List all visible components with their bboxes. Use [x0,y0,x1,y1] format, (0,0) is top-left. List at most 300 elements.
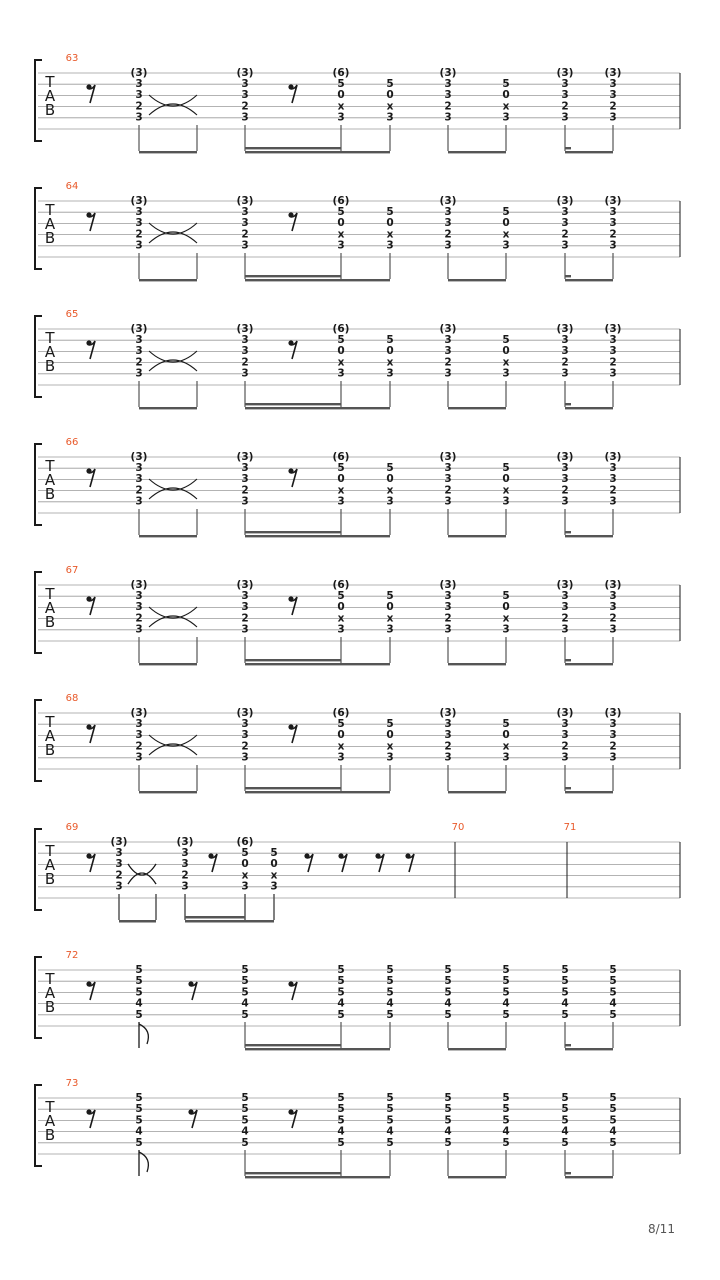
fret-number: 3 [561,239,569,252]
fret-number: 5 [386,334,394,346]
fret-number: x [386,484,394,497]
eighth-rest-icon [86,468,95,487]
fret-number: (3) [604,195,622,207]
fret-number: 5 [444,986,452,999]
fret-number: 3 [241,751,249,764]
fret-number: 4 [444,1125,452,1138]
fret-number: 5 [444,1136,452,1149]
eighth-rest-icon [288,212,297,231]
fret-number: 3 [337,495,345,508]
fret-number: 3 [135,206,143,218]
fret-number: 4 [502,997,510,1010]
tab-clef-letter: A [44,343,56,361]
beam-secondary [245,147,341,149]
beam-secondary [245,531,341,533]
tab-clef-letter: A [44,984,56,1002]
fret-number: 5 [337,1114,345,1127]
beam-partial [565,787,571,789]
fret-number: 3 [386,495,394,508]
fret-number: 3 [444,462,452,474]
fret-number: 3 [609,718,617,730]
fret-number: 3 [135,751,143,764]
beam [245,791,390,793]
eighth-rest-icon [288,596,297,615]
beam [565,407,613,409]
fret-number: 3 [444,590,452,602]
fret-number: 5 [609,986,617,999]
fret-number: 3 [241,78,249,90]
fret-number: 0 [386,601,394,614]
fret-number: 0 [502,89,510,102]
fret-number: 5 [337,1092,345,1104]
fret-number: 5 [502,1008,510,1021]
beam-secondary [245,659,341,661]
fret-number: 5 [444,1114,452,1127]
fret-number: 3 [135,729,143,742]
fret-number: 3 [115,880,123,893]
fret-number: 3 [444,334,452,346]
fret-number: 3 [386,623,394,636]
eighth-rest-icon [86,724,95,743]
fret-number: 5 [337,718,345,730]
fret-number: 3 [241,880,249,893]
fret-number: (3) [439,579,457,591]
fret-number: 5 [444,1092,452,1104]
beam [139,791,197,793]
fret-number: (3) [439,323,457,335]
fret-number: 5 [337,206,345,218]
fret-number: 3 [337,751,345,764]
fret-number: (3) [439,451,457,463]
measure-number: 72 [65,950,79,961]
fret-number: 3 [241,367,249,380]
beam [245,151,390,153]
fret-number: 0 [386,473,394,486]
fret-number: 3 [241,217,249,230]
fret-number: 3 [241,462,249,474]
fret-number: (6) [332,451,350,463]
fret-number: 3 [609,345,617,358]
fret-number: 3 [561,334,569,346]
beam [245,535,390,537]
fret-number: 5 [241,1136,249,1149]
beam [245,663,390,665]
fret-number: 0 [502,601,510,614]
fret-number: 3 [561,345,569,358]
beam [139,279,197,281]
beam [448,1176,506,1178]
eighth-rest-icon [375,853,384,872]
beam-secondary [245,787,341,789]
eighth-rest-icon [86,84,95,103]
fret-number: 2 [241,740,249,753]
fret-number: (3) [439,195,457,207]
fret-number: 5 [337,964,345,976]
fret-number: 3 [386,751,394,764]
fret-number: (3) [604,707,622,719]
beam-partial [565,659,571,661]
fret-number: 0 [337,729,345,742]
measure-number: 68 [65,693,79,704]
measure-number: 73 [65,1078,79,1089]
fret-number: (6) [332,323,350,335]
fret-number: (3) [236,579,254,591]
fret-number: 5 [135,1136,143,1149]
eighth-rest-icon [188,981,197,1000]
fret-number: 3 [241,89,249,102]
fret-number: 3 [115,858,123,871]
fret-number: 3 [502,495,510,508]
fret-number: 3 [270,880,278,893]
measure-number: 65 [65,309,79,320]
measure-number: 63 [65,53,79,64]
fret-number: 5 [386,590,394,602]
fret-number: x [502,484,510,497]
fret-number: 2 [609,740,617,753]
fret-number: 3 [337,111,345,124]
fret-number: 5 [135,975,143,988]
tab-clef-letter: B [44,741,56,759]
fret-number: 3 [502,751,510,764]
eighth-rest-icon [288,981,297,1000]
fret-number: 3 [241,473,249,486]
fret-number: 0 [386,345,394,358]
beam-partial [565,1044,571,1046]
fret-number: 5 [337,590,345,602]
fret-number: 2 [561,612,569,625]
measure-number: 70 [451,822,465,833]
fret-number: 5 [337,1008,345,1021]
fret-number: 5 [502,78,510,90]
fret-number: x [241,869,249,882]
fret-number: 5 [241,847,249,859]
fret-number: 3 [561,729,569,742]
fret-number: 2 [115,869,123,882]
fret-number: 2 [609,484,617,497]
tab-clef-letter: B [44,485,56,503]
tab-clef-letter: B [44,998,56,1016]
fret-number: 5 [386,964,394,976]
fret-number: 0 [502,729,510,742]
fret-number: 5 [561,1092,569,1104]
fret-number: 4 [561,1125,569,1138]
fret-number: (3) [604,579,622,591]
beam-secondary [245,275,341,277]
fret-number: 3 [135,334,143,346]
beam-partial [565,531,571,533]
fret-number: 3 [337,239,345,252]
fret-number: 2 [241,484,249,497]
fret-number: (3) [236,67,254,79]
tab-clef-letter: A [44,727,56,745]
fret-number: 4 [609,997,617,1010]
fret-number: 3 [561,590,569,602]
fret-number: 5 [502,1114,510,1127]
fret-number: 0 [337,601,345,614]
fret-number: 3 [135,718,143,730]
beam-partial [565,1172,571,1174]
eighth-rest-icon [304,853,313,872]
eighth-rest-icon [86,853,95,872]
fret-number: 5 [502,1103,510,1116]
fret-number: (6) [332,579,350,591]
fret-number: 5 [241,1008,249,1021]
beam [448,1048,506,1050]
fret-number: 3 [561,473,569,486]
eighth-rest-icon [288,724,297,743]
beam [448,791,506,793]
beam [119,920,156,922]
fret-number: 5 [337,975,345,988]
fret-number: 5 [386,975,394,988]
tab-clef-letter: B [44,1126,56,1144]
fret-number: 3 [609,473,617,486]
eighth-rest-icon [288,84,297,103]
fret-number: 3 [609,217,617,230]
fret-number: 5 [135,1092,143,1104]
fret-number: (3) [236,195,254,207]
fret-number: x [337,740,345,753]
fret-number: 3 [444,601,452,614]
fret-number: 2 [444,100,452,113]
measure-number: 71 [563,822,577,833]
fret-number: (6) [236,836,254,848]
fret-number: 3 [561,601,569,614]
fret-number: 3 [502,239,510,252]
tab-clef-letter: A [44,1112,56,1130]
fret-number: 5 [609,964,617,976]
fret-number: 5 [502,964,510,976]
fret-number: 2 [241,612,249,625]
tab-clef-letter: A [44,87,56,105]
fret-number: 5 [241,964,249,976]
fret-number: x [502,100,510,113]
eighth-rest-icon [288,468,297,487]
fret-number: 5 [502,1092,510,1104]
fret-number: 2 [135,100,143,113]
fret-number: 3 [115,847,123,859]
fret-number: (3) [556,451,574,463]
fret-number: (6) [332,67,350,79]
fret-number: x [502,356,510,369]
fret-number: (3) [236,707,254,719]
beam [139,407,197,409]
fret-number: 3 [444,751,452,764]
fret-number: 2 [609,100,617,113]
fret-number: 5 [444,964,452,976]
fret-number: 5 [386,1103,394,1116]
fret-number: 5 [502,975,510,988]
tab-clef-letter: T [45,970,55,988]
beam-partial [565,403,571,405]
fret-number: (3) [556,579,574,591]
fret-number: 3 [135,111,143,124]
fret-number: 2 [444,356,452,369]
tab-clef-letter: A [44,856,56,874]
fret-number: 3 [181,880,189,893]
fret-number: x [337,612,345,625]
fret-number: 3 [386,239,394,252]
fret-number: 5 [241,1103,249,1116]
fret-number: 3 [337,367,345,380]
fret-number: x [337,100,345,113]
fret-number: 5 [502,718,510,730]
fret-number: 3 [444,495,452,508]
fret-number: 3 [135,601,143,614]
fret-number: 2 [609,612,617,625]
fret-number: (3) [439,67,457,79]
fret-number: 3 [609,623,617,636]
fret-number: 2 [181,869,189,882]
beam [139,535,197,537]
fret-number: 3 [609,78,617,90]
fret-number: 3 [241,239,249,252]
fret-number: 3 [135,345,143,358]
fret-number: 5 [386,986,394,999]
fret-number: 5 [561,1136,569,1149]
eighth-rest-icon [338,853,347,872]
eighth-rest-icon [188,1109,197,1128]
beam-partial [565,147,571,149]
fret-number: 3 [561,623,569,636]
beam [565,791,613,793]
fret-number: 3 [561,495,569,508]
fret-number: 3 [135,217,143,230]
fret-number: 0 [386,89,394,102]
fret-number: x [502,740,510,753]
fret-number: 5 [502,986,510,999]
fret-number: 3 [444,111,452,124]
beam-secondary [245,1172,341,1174]
fret-number: 5 [386,1092,394,1104]
fret-number: 0 [337,89,345,102]
beam [565,535,613,537]
fret-number: (3) [236,323,254,335]
fret-number: 5 [609,975,617,988]
fret-number: 4 [444,997,452,1010]
fret-number: 3 [444,78,452,90]
fret-number: 4 [241,997,249,1010]
fret-number: x [270,869,278,882]
fret-number: 2 [241,100,249,113]
fret-number: 5 [386,1008,394,1021]
fret-number: 3 [609,239,617,252]
fret-number: 2 [609,228,617,241]
fret-number: 3 [561,111,569,124]
fret-number: 3 [444,89,452,102]
fret-number: 2 [135,612,143,625]
fret-number: (3) [604,451,622,463]
fret-number: 5 [337,334,345,346]
fret-number: 3 [135,495,143,508]
tab-system [35,822,680,922]
tab-clef-letter: T [45,201,55,219]
fret-number: 5 [502,206,510,218]
fret-number: 5 [386,78,394,90]
tab-system [35,309,680,409]
fret-number: 3 [181,847,189,859]
fret-number: 3 [609,590,617,602]
tab-clef-letter: T [45,329,55,347]
fret-number: 3 [609,729,617,742]
tab-clef-letter: T [45,842,55,860]
fret-number: 3 [181,858,189,871]
tab-system [35,950,680,1050]
fret-number: 3 [386,111,394,124]
fret-number: (3) [176,836,194,848]
fret-number: 3 [609,334,617,346]
beam [245,1048,390,1050]
fret-number: 2 [561,356,569,369]
fret-number: 5 [609,1008,617,1021]
eighth-rest-icon [405,853,414,872]
fret-number: 5 [241,975,249,988]
fret-number: 5 [561,964,569,976]
fret-number: 5 [135,1103,143,1116]
measure-number: 69 [65,822,79,833]
fret-number: x [502,612,510,625]
fret-number: x [337,228,345,241]
fret-number: (3) [556,67,574,79]
beam [565,1048,613,1050]
fret-number: 3 [561,89,569,102]
fret-number: 3 [135,89,143,102]
eighth-rest-icon [86,596,95,615]
fret-number: 3 [609,495,617,508]
beam [448,663,506,665]
fret-number: 4 [337,997,345,1010]
fret-number: 3 [241,601,249,614]
fret-number: 3 [135,473,143,486]
fret-number: (3) [130,323,148,335]
fret-number: 3 [609,206,617,218]
fret-number: 3 [135,367,143,380]
fret-number: 3 [241,206,249,218]
fret-number: 3 [502,111,510,124]
fret-number: (3) [130,579,148,591]
fret-number: 5 [337,1103,345,1116]
fret-number: (3) [556,195,574,207]
measure-number: 64 [65,181,79,192]
tab-clef-letter: T [45,585,55,603]
fret-number: 4 [502,1125,510,1138]
fret-number: 0 [270,858,278,871]
measure-number: 66 [65,437,79,448]
fret-number: 3 [561,217,569,230]
fret-number: 5 [561,1103,569,1116]
beam [245,1176,390,1178]
fret-number: 5 [386,718,394,730]
fret-number: x [337,356,345,369]
fret-number: 3 [609,601,617,614]
fret-number: (3) [236,451,254,463]
fret-number: 5 [135,986,143,999]
eighth-rest-icon [86,981,95,1000]
fret-number: 0 [337,217,345,230]
fret-number: 3 [444,217,452,230]
fret-number: 2 [561,484,569,497]
fret-number: 2 [135,356,143,369]
fret-number: 5 [609,1103,617,1116]
fret-number: 0 [386,729,394,742]
fret-number: 5 [270,847,278,859]
tab-clef-letter: B [44,101,56,119]
tab-system [35,1078,680,1178]
fret-number: 2 [444,228,452,241]
fret-number: x [502,228,510,241]
fret-number: 3 [444,473,452,486]
fret-number: (6) [332,707,350,719]
